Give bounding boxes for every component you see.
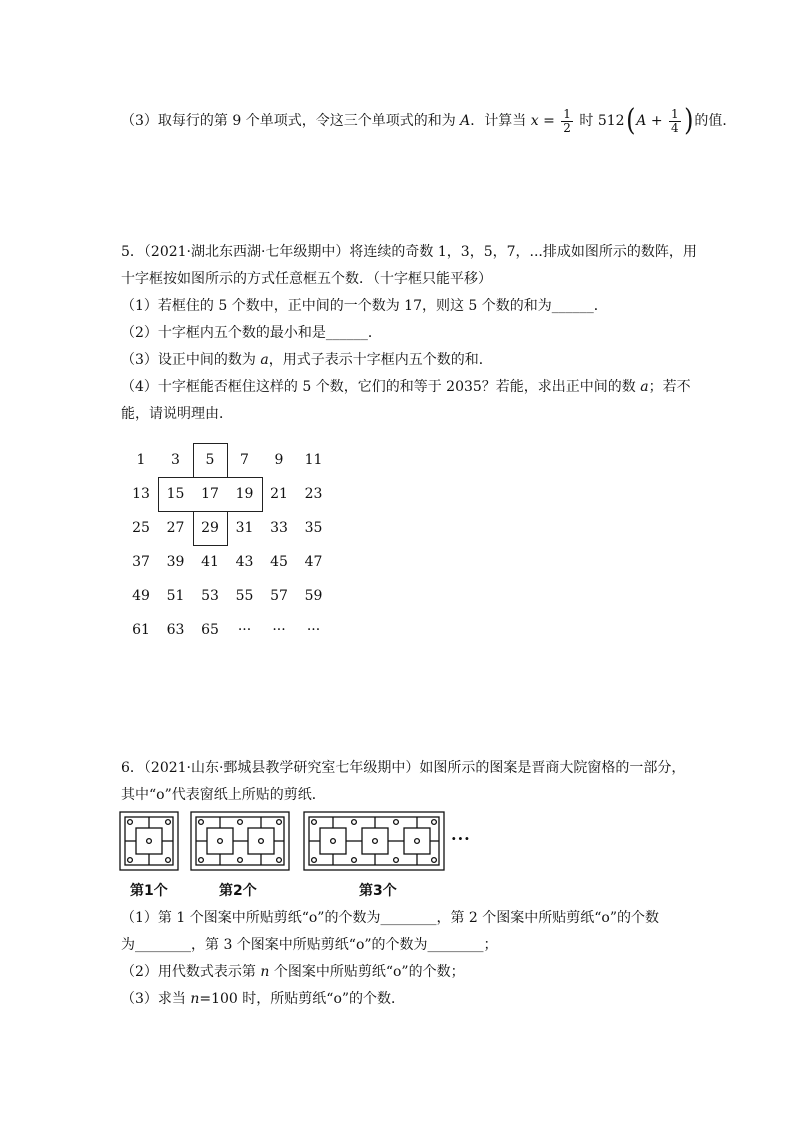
pattern-1-label: 第1个 xyxy=(130,883,168,899)
grid-cell: 15 xyxy=(166,486,185,502)
pattern-3-label: 第3个 xyxy=(359,883,397,899)
grid-cell: 23 xyxy=(304,486,323,502)
q4-part3-mid: ．计算当 xyxy=(470,113,531,129)
grid-cell: 13 xyxy=(132,486,150,502)
pattern-2 xyxy=(191,812,289,870)
q5-stem-line1: 5．（2021·湖北东西湖·七年级期中）将连续的奇数 1，3，5，7，...排成如图所示的数阵，用 xyxy=(121,244,697,260)
grid-cell: 57 xyxy=(270,588,288,604)
q5-part3-pre: （3）设正中间的数为 xyxy=(121,352,261,368)
q6-part2 xyxy=(121,962,465,982)
grid-cell: 5 xyxy=(205,452,215,468)
fraction-denominator: 4 xyxy=(671,120,679,135)
q4-part3-suffix: 的值． xyxy=(694,113,737,129)
grid-cell: 3 xyxy=(171,452,180,468)
grid-cell: 33 xyxy=(270,520,288,536)
grid-cell: 1 xyxy=(136,452,146,468)
equals-sign: = xyxy=(538,113,560,129)
q6-stem-line1: 6．（2021·山东·鄄城县教学研究室七年级期中）如图所示的图案是晋商大院窗格的一部分， xyxy=(121,760,686,776)
grid-cell: 25 xyxy=(132,520,150,536)
grid-cell: 27 xyxy=(166,520,185,536)
q6-part1-line1: （1）第 1 个图案中所贴剪纸“o”的个数为________，第 2 个图案中所贴剪纸“o”的个数 xyxy=(121,910,660,926)
grid-cell: 31 xyxy=(235,520,254,536)
var-n: n xyxy=(190,991,200,1007)
grid-cell: 63 xyxy=(166,622,185,638)
grid-cell: 65 xyxy=(201,622,219,638)
grid-cell: 17 xyxy=(201,486,219,502)
grid-cell: 61 xyxy=(132,622,150,638)
grid-cell: 37 xyxy=(132,554,150,570)
grid-cell: 47 xyxy=(304,554,323,570)
q4-part3-prefix: （3）取每行的第 9 个单项式，令这三个单项式的和为 xyxy=(121,113,461,129)
fraction-numerator: 1 xyxy=(671,106,679,121)
var-n: n xyxy=(260,964,270,980)
grid-cell: ··· xyxy=(237,622,252,638)
plus-sign: + xyxy=(646,113,668,129)
var-a: a xyxy=(640,379,649,395)
q5-stem-line2: 十字框按如图所示的方式任意框五个数．（十字框只能平移） xyxy=(121,271,492,287)
q6-part3 xyxy=(121,989,405,1009)
grid-cell: 9 xyxy=(274,452,284,468)
grid-cell: 45 xyxy=(270,554,288,570)
grid-cell: 7 xyxy=(240,452,249,468)
var-a-inner: A xyxy=(636,113,647,129)
pattern-3 xyxy=(304,812,444,870)
grid-cell: 19 xyxy=(235,486,254,502)
grid-cell: 59 xyxy=(304,588,323,604)
grid-cell: 21 xyxy=(270,486,288,502)
var-a: A xyxy=(460,113,471,129)
fraction-denominator: 2 xyxy=(563,120,571,135)
grid-cell: 55 xyxy=(235,588,254,604)
grid-cell: 53 xyxy=(201,588,219,604)
q6-part3-post: =100 时，所贴剪纸“o”的个数． xyxy=(199,991,406,1007)
grid-cell: 29 xyxy=(201,520,219,536)
grid-cell: 51 xyxy=(166,588,185,604)
q5-part2: （2）十字框内五个数的最小和是______． xyxy=(121,325,382,341)
q6-part2-pre: （2）用代数式表示第 xyxy=(121,964,261,980)
grid-cell: ··· xyxy=(272,622,286,638)
q5-part4-post: ；若不 xyxy=(648,379,691,395)
grid-cell: ··· xyxy=(306,622,321,638)
grid-cell: 43 xyxy=(235,554,254,570)
fraction-numerator: 1 xyxy=(563,106,571,121)
grid-cell: 49 xyxy=(132,588,150,604)
q6-part1-line2: 为________，第 3 个图案中所贴剪纸“o”的个数为________； xyxy=(121,937,498,953)
var-x: x xyxy=(530,113,539,129)
q4-part3-when: 时 512 xyxy=(574,113,625,129)
pattern-2-label: 第2个 xyxy=(219,883,257,899)
q5-part3-post: ，用式子表示十字框内五个数的和． xyxy=(268,352,493,368)
pattern-ellipsis: ··· xyxy=(451,829,471,848)
q6-part2-post: 个图案中所贴剪纸“o”的个数； xyxy=(269,964,465,980)
var-a: a xyxy=(260,352,269,368)
grid-cell: 39 xyxy=(166,554,185,570)
pattern-1 xyxy=(120,812,178,870)
grid-cell: 41 xyxy=(201,554,219,570)
q5-part4-pre: （4）十字框能否框住这样的 5 个数，它们的和等于 2035？若能，求出正中间的数 xyxy=(121,379,641,395)
left-paren: ( xyxy=(625,103,636,138)
q6-part3-pre: （3）求当 xyxy=(121,991,191,1007)
q6-stem-line2: 其中“o”代表窗纸上所贴的剪纸． xyxy=(121,787,326,803)
grid-cell: 35 xyxy=(304,520,323,536)
right-paren: ) xyxy=(683,103,694,138)
q5-part1: （1）若框住的 5 个数中，正中间的一个数为 17，则这 5 个数的和为______． xyxy=(121,298,608,314)
grid-cell: 11 xyxy=(304,452,323,468)
q5-part4-line2: 能，请说明理由． xyxy=(121,406,233,422)
